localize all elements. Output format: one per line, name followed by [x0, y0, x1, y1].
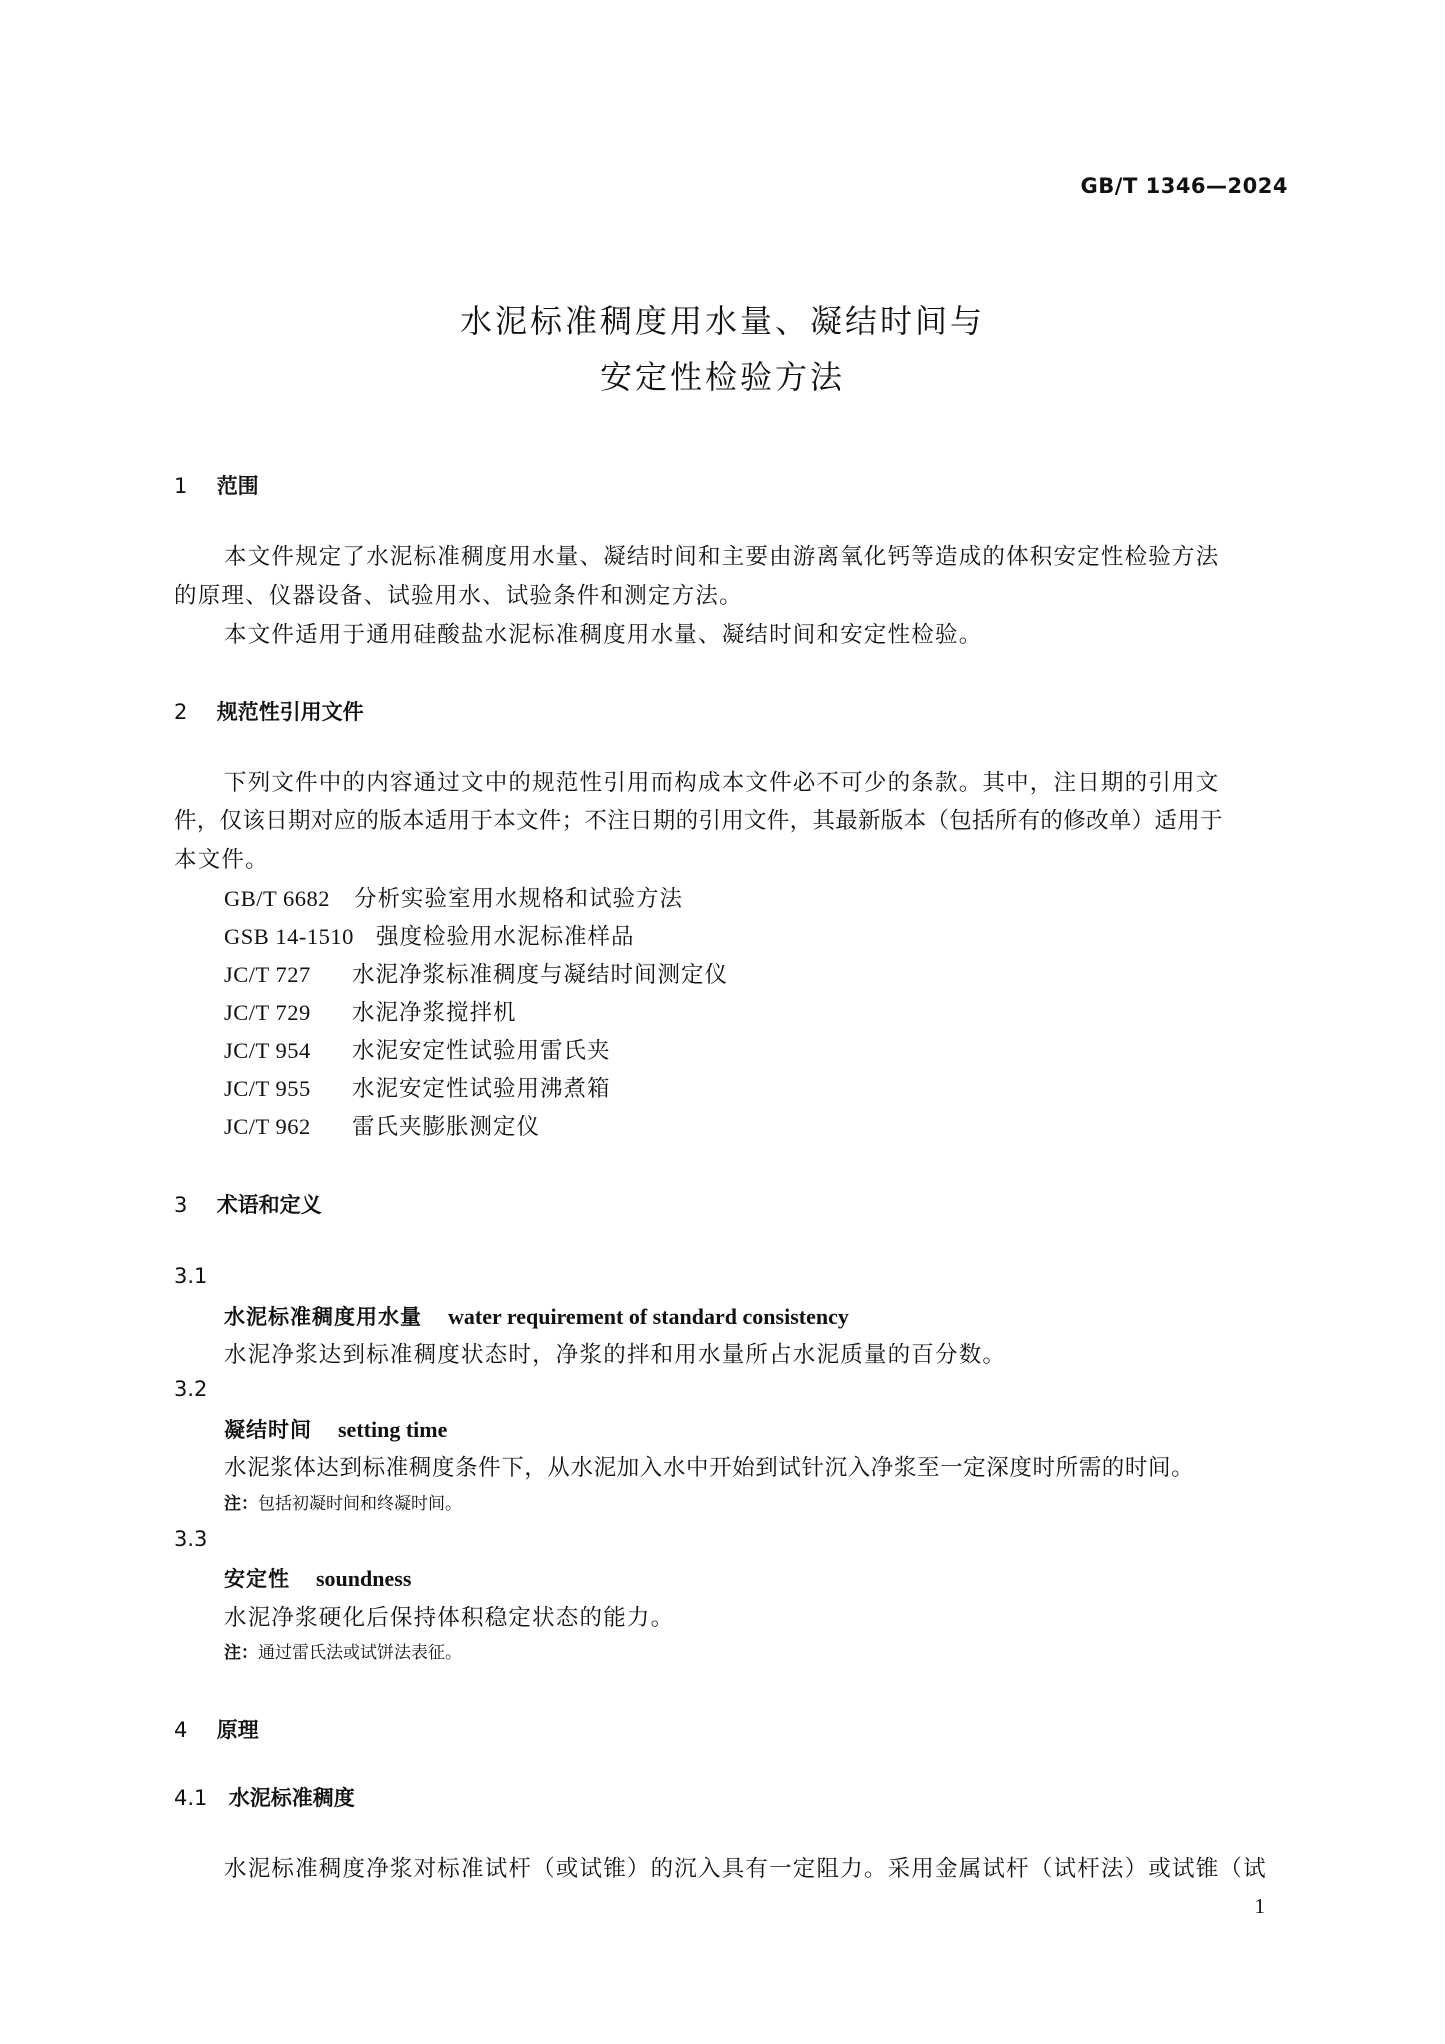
term-note: [224, 1638, 462, 1663]
reference-title: 水泥安定性试验用雷氏夹: [352, 1038, 611, 1064]
subsection-title: 水泥标准稠度: [228, 1786, 355, 1810]
section-2-heading: [174, 696, 364, 726]
reference-code: JC/T 729: [224, 1000, 311, 1025]
reference-code: JC/T 955: [224, 1076, 311, 1101]
term-definition: 水泥浆体达到标准稠度条件下，从水泥加入水中开始到试针沉入净浆至一定深度时所需的时间。: [224, 1455, 1195, 1481]
note-text: 通过雷氏法或试饼法表征。: [258, 1643, 462, 1663]
subsection-number: 4.1: [174, 1786, 208, 1810]
reference-item: [224, 919, 635, 951]
reference-item: [224, 957, 728, 989]
reference-item: [224, 1071, 611, 1103]
section-number: 1: [174, 474, 188, 498]
reference-title: 雷氏夹膨胀测定仪: [352, 1114, 541, 1140]
term-zh: 凝结时间: [224, 1418, 312, 1442]
paragraph: 本文件适用于通用硅酸盐水泥标准稠度用水量、凝结时间和安定性检验。: [224, 622, 983, 648]
term-en: water requirement of standard consistency: [448, 1304, 849, 1329]
section-number: 3: [174, 1193, 188, 1217]
reference-item: [224, 995, 517, 1027]
note-label: 注：: [224, 1494, 258, 1514]
term-number: 3.2: [174, 1377, 208, 1401]
reference-code: JC/T 962: [224, 1114, 311, 1139]
standard-code: GB/T 1346—2024: [1080, 174, 1288, 198]
reference-title: 水泥净浆标准稠度与凝结时间测定仪: [352, 962, 729, 988]
section-number: 4: [174, 1718, 188, 1742]
reference-item: [224, 1033, 611, 1065]
document-title-line-1: 水泥标准稠度用水量、凝结时间与: [459, 302, 985, 340]
section-3-heading: [174, 1189, 322, 1219]
term-en: soundness: [316, 1566, 412, 1591]
reference-title: 水泥安定性试验用沸煮箱: [352, 1076, 611, 1102]
term-number: 3.1: [174, 1264, 208, 1288]
section-title: 规范性引用文件: [216, 700, 364, 724]
term-number: 3.3: [174, 1527, 208, 1551]
section-title: 原理: [216, 1718, 259, 1742]
term-entry: [224, 1301, 849, 1331]
reference-title: 分析实验室用水规格和试验方法: [354, 886, 684, 912]
section-number: 2: [174, 700, 188, 724]
reference-code: GB/T 6682: [224, 886, 330, 911]
term-definition: 水泥净浆达到标准稠度状态时，净浆的拌和用水量所占水泥质量的百分数。: [224, 1342, 1007, 1368]
page-number: 1: [1254, 1894, 1265, 1918]
term-note: [224, 1489, 462, 1514]
paragraph: 水泥标准稠度净浆对标准试杆（或试锥）的沉入具有一定阻力。采用金属试杆（试杆法）或试锥（试: [224, 1856, 1267, 1882]
term-entry: [224, 1563, 411, 1593]
note-text: 包括初凝时间和终凝时间。: [258, 1494, 462, 1514]
subsection-4-1-heading: [174, 1782, 355, 1812]
term-definition: 水泥净浆硬化后保持体积稳定状态的能力。: [224, 1605, 675, 1631]
term-zh: 安定性: [224, 1567, 290, 1591]
paragraph: 下列文件中的内容通过文中的规范性引用而构成本文件必不可少的条款。其中，注日期的引用文: [224, 770, 1220, 796]
section-title: 术语和定义: [216, 1193, 322, 1217]
paragraph: 本文件。: [174, 847, 269, 873]
note-label: 注：: [224, 1643, 258, 1663]
reference-code: JC/T 727: [224, 962, 311, 987]
reference-title: 强度检验用水泥标准样品: [376, 924, 635, 950]
term-en: setting time: [338, 1417, 448, 1442]
paragraph: 件，仅该日期对应的版本适用于本文件；不注日期的引用文件，其最新版本（包括所有的修改单）适用于: [174, 808, 1223, 834]
term-entry: [224, 1414, 447, 1444]
reference-code: JC/T 954: [224, 1038, 311, 1063]
document-title-line-2: 安定性检验方法: [599, 358, 845, 396]
reference-item: [224, 1109, 540, 1141]
section-1-heading: [174, 470, 259, 500]
term-zh: 水泥标准稠度用水量: [224, 1305, 422, 1329]
section-4-heading: [174, 1714, 259, 1744]
paragraph: 的原理、仪器设备、试验用水、试验条件和测定方法。: [174, 583, 743, 609]
paragraph: 本文件规定了水泥标准稠度用水量、凝结时间和主要由游离氧化钙等造成的体积安定性检验方法: [224, 544, 1220, 570]
reference-item: [224, 881, 683, 913]
reference-code: GSB 14-1510: [224, 924, 354, 949]
section-title: 范围: [216, 474, 259, 498]
reference-title: 水泥净浆搅拌机: [352, 1000, 517, 1026]
